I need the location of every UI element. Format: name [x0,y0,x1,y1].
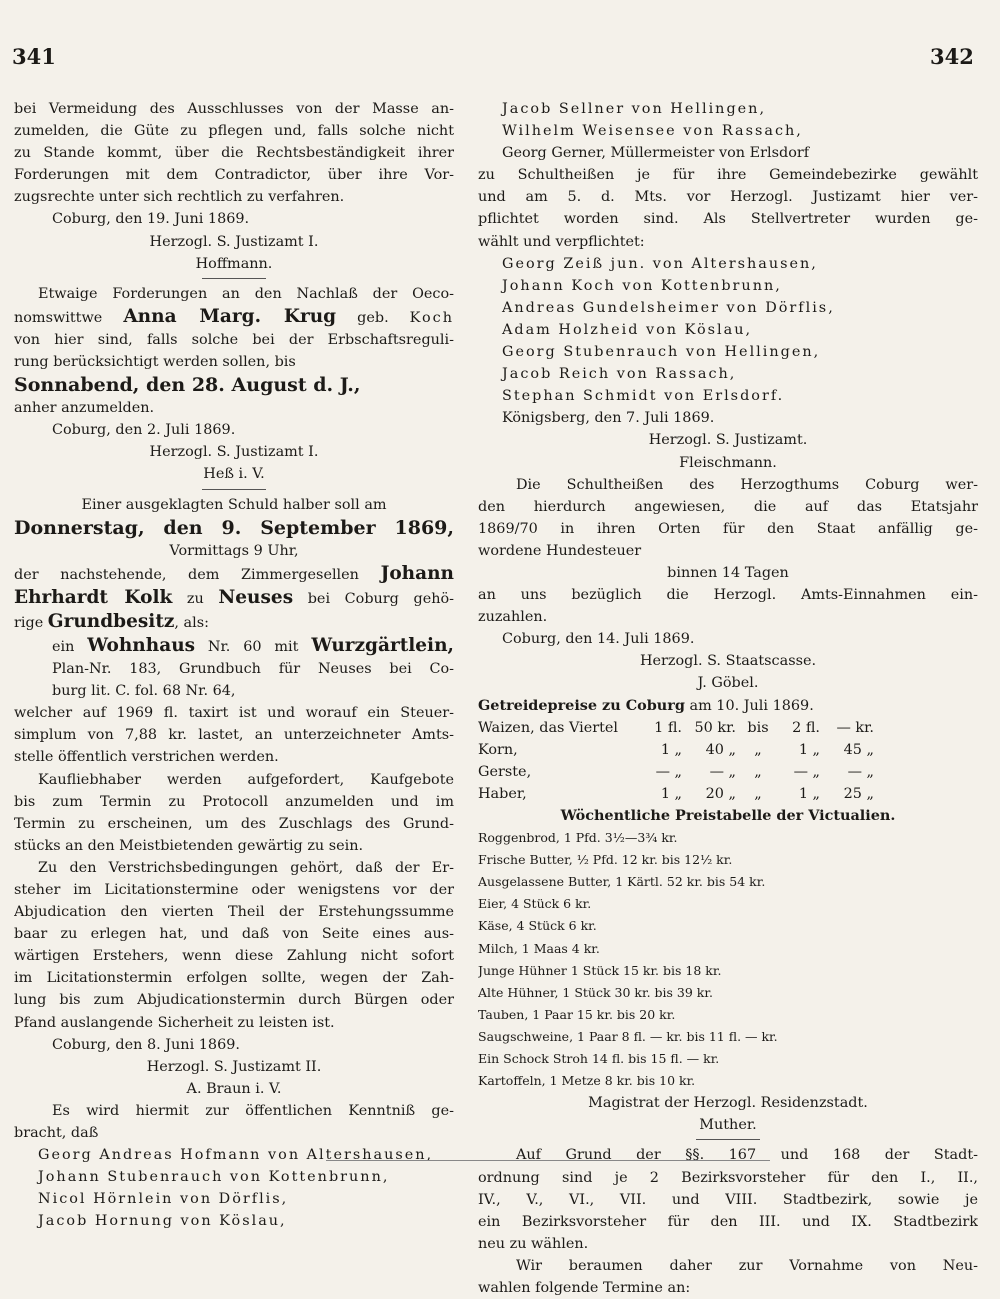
text-line [14,305,454,329]
table-cell: Korn, [478,741,518,758]
property-label: Wohnhaus [87,634,196,656]
person-name: Ehrhardt Kolk [14,586,173,608]
table-cell: — „ [793,763,820,780]
text-line: Plan-Nr. 183, Grundbuch für Neuses bei Co- [52,661,454,678]
text-span: Koch [409,309,454,326]
text-line [14,610,454,634]
text-span: zu [186,590,204,607]
text-line: Vormittags 9 Uhr, [169,542,299,559]
text-span: nomswittwe [14,309,103,326]
table-cell: 2 fl. [792,719,820,736]
table-row [478,717,978,739]
text-line: Forderungen mit dem Contradictor, über ihre Vor- [14,167,454,184]
table-row [478,783,978,805]
text-span: geb. [357,309,389,326]
notice-date: Coburg, den 14. Juli 1869. [502,631,695,648]
text-line: wählt und verpflichtet: [478,233,645,250]
text-line: burg lit. C. fol. 68 Nr. 64, [52,683,236,700]
text-line: zumelden, die Güte zu pflegen und, falls solche nicht [14,123,454,140]
text-line: wärtigen Erstehers, wenn diese Zahlung nicht sofort [14,948,454,965]
text-line: 1869/70 in ihren Orten für den Staat anfällig ge- [478,520,978,537]
list-item: Kartoffeln, 1 Metze 8 kr. bis 10 kr. [478,1073,696,1089]
person-list-item: Johann Stubenrauch von Kottenbrunn, [38,1169,390,1186]
notice-authority: Herzogl. S. Staatscasse. [639,653,817,670]
notice-date: Königsberg, den 7. Juli 1869. [502,410,715,427]
person-list-item: Johann Koch von Kottenbrunn, [502,277,782,294]
text-line: neu zu wählen. [478,1235,589,1252]
table-cell: 1 „ [798,741,820,758]
divider [202,278,266,279]
table-cell: Gerste, [478,763,532,780]
table-row [478,761,978,783]
table-cell: — „ [655,763,682,780]
text-span: bei Coburg gehö- [307,590,454,607]
text-line: lung bis zum Abjudicationstermin durch Bürgen oder [14,992,454,1009]
list-item: Junge Hühner 1 Stück 15 kr. bis 18 kr. [478,962,722,978]
text-line: von hier sind, falls solche bei der Erbschaftsreguli- [14,331,454,348]
text-line: bracht, daß [14,1125,99,1142]
bottom-divider [326,1160,770,1161]
text-line [14,562,454,586]
person-list-item: Georg Zeiß jun. von Altershausen, [502,255,818,272]
table-cell: — „ [847,763,874,780]
table-row [478,739,978,761]
list-item: Saugschweine, 1 Paar 8 fl. — kr. bis 11 fl. — kr. [478,1028,778,1044]
text-line: Abjudication den vierten Theil der Erstehungssumme [14,904,454,921]
page-number-left: 341 [12,44,56,69]
text-line: Die Schultheißen des Herzogthums Coburg wer- [516,476,978,493]
text-line: bis zum Termin zu Protocoll anzumelden und im [14,793,454,810]
person-list-item: Stephan Schmidt von Erlsdorf. [502,388,785,405]
text-line: rung berücksichtigt werden sollen, bis [14,354,296,371]
table-cell: „ [754,741,762,758]
table-cell: 25 „ [843,785,874,802]
auction-date: Donnerstag, den 9. September 1869, [14,516,454,539]
table-cell: „ [754,785,762,802]
property-label: Grundbesitz [47,610,175,632]
text-line: Etwaige Forderungen an den Nachlaß der Oeco- [38,285,454,302]
section-heading [478,695,978,717]
text-line: wordene Hundesteuer [478,542,642,559]
person-list-item: Jacob Sellner von Hellingen, [502,101,767,117]
text-span: Nr. 60 mit [207,638,299,655]
table-cell: 1 „ [798,785,820,802]
property-label: Wurzgärtlein, [311,634,454,656]
divider [696,1139,760,1140]
table-cell: bis [747,719,769,736]
notice-signer: Muther. [699,1117,757,1134]
person-name: Anna Marg. Krug [123,305,337,327]
text-line: Georg Gerner, Müllermeister von Erlsdorf [502,145,810,162]
notice-date: Coburg, den 2. Juli 1869. [52,422,236,439]
text-line: zu Stande kommt, über die Rechtsbeständigkeit ihrer [14,145,454,162]
notice-signer: Fleischmann. [679,454,777,471]
notice-signer: Heß i. V. [203,466,265,483]
text-span: rige [14,614,44,631]
list-item: Ein Schock Stroh 14 fl. bis 15 fl. — kr. [478,1051,720,1067]
person-list-item: Georg Andreas Hofmann von Altershausen, [38,1147,434,1164]
text-line: binnen 14 Tagen [667,564,789,581]
deadline-date: Sonnabend, den 28. August d. J., [14,374,361,397]
place-name: Neuses [218,586,294,608]
person-list-item: Georg Stubenrauch von Hellingen, [502,344,821,361]
person-list-item: Jacob Reich von Rassach, [502,366,737,383]
table-cell: — „ [709,763,736,780]
divider [202,489,266,490]
list-item: Ausgelassene Butter, 1 Kärtl. 52 kr. bis 54 kr. [478,874,766,890]
text-line: den hierdurch angewiesen, die auf das Etatsjahr [478,498,978,515]
person-list-item: Jacob Hornung von Köslau, [38,1213,287,1230]
table-cell: 45 „ [843,741,874,758]
table-cell: 40 „ [705,741,736,758]
text-line: Wir beraumen daher zur Vornahme von Neu- [516,1257,978,1274]
person-name: Johann [380,562,454,584]
person-list-item: Andreas Gundelsheimer von Dörflis, [502,299,835,316]
text-line: stücks an den Meistbietenden gewärtig zu sein. [14,837,364,854]
list-item: Tauben, 1 Paar 15 kr. bis 20 kr. [478,1006,676,1022]
table-cell: „ [754,763,762,780]
text-line: bei Vermeidung des Ausschlusses von der Masse an- [14,101,454,117]
table-cell: 20 „ [705,785,736,802]
notice-authority: Herzogl. S. Justizamt. [648,432,808,449]
page-number-right: 342 [930,44,974,69]
text-line: Zu den Verstrichsbedingungen gehört, daß der Er- [38,859,454,876]
text-line: IV., V., VI., VII. und VIII. Stadtbezirk, sowie je [478,1191,978,1208]
table-cell: 1 „ [660,785,682,802]
table-cell: Waizen, das Viertel [478,719,619,736]
text-line: Pfand auslangende Sicherheit zu leisten ist. [14,1014,335,1031]
text-line: im Licitationstermin erfolgen sollte, wegen der Zah- [14,970,454,987]
person-list-item: Nicol Hörnlein von Dörflis, [38,1191,289,1208]
text-line: stelle öffentlich verstrichen werden. [14,749,279,766]
notice-date: Coburg, den 19. Juni 1869. [52,211,250,228]
text-line: Termin zu erscheinen, um des Zuschlags des Grund- [14,815,454,832]
person-list-item: Adam Holzheid von Köslau, [502,321,753,338]
text-line: simplum von 7,88 kr. lastet, an unterzeichneter Amts- [14,727,454,744]
text-line: Kaufliebhaber werden aufgefordert, Kaufgebote [38,771,454,788]
text-line: welcher auf 1969 fl. taxirt ist und worauf ein Steuer- [14,705,454,722]
notice-signer: Hoffmann. [195,255,273,272]
text-line: ordnung sind je 2 Bezirksvorsteher für den I., II., [478,1169,978,1186]
notice-authority: Herzogl. S. Justizamt I. [149,233,319,250]
text-line: steher im Licitationstermine oder wenigstens vor der [14,882,454,898]
left-column [14,98,454,1233]
text-span: der nachstehende, dem Zimmergesellen [14,566,359,583]
list-item: Milch, 1 Maas 4 kr. [478,940,600,956]
table-cell: 1 „ [660,741,682,758]
right-column [478,98,978,1299]
text-line: zu Schultheißen je für ihre Gemeindebezirke gewählt [478,167,978,184]
text-line [14,586,454,610]
text-line: und am 5. d. Mts. vor Herzogl. Justizamt hier ver- [478,189,978,206]
text-line: an uns bezüglich die Herzogl. Amts-Einnahmen ein- [478,587,978,604]
notice-signer: A. Braun i. V. [186,1080,282,1097]
grain-prices-title: Getreidepreise zu Coburg [478,696,685,714]
text-line: Auf Grund der §§. 167 und 168 der Stadt- [516,1147,978,1164]
text-line: baar zu erlegen hat, und daß von Seite eines aus- [14,926,454,943]
notice-authority: Magistrat der Herzogl. Residenzstadt. [588,1095,868,1112]
text-line: pflichtet worden sind. Als Stellvertreter wurden ge- [478,211,978,228]
notice-date: Coburg, den 8. Juni 1869. [52,1036,240,1053]
text-line: anher anzumelden. [14,400,155,417]
text-span: , als: [174,614,209,631]
text-line: ein Bezirksvorsteher für den III. und IX. Stadtbezirk [478,1213,978,1230]
list-item: Frische Butter, ½ Pfd. 12 kr. bis 12½ kr. [478,852,733,868]
list-item: Käse, 4 Stück 6 kr. [478,918,597,934]
notice-signer: J. Göbel. [697,675,759,692]
text-span: ein [52,638,75,655]
person-list-item: Wilhelm Weisensee von Rassach, [502,123,803,140]
text-line: zugsrechte unter sich rechtlich zu verfahren. [14,189,345,206]
list-item: Eier, 4 Stück 6 kr. [478,896,592,912]
table-cell: — kr. [836,719,874,736]
text-line: zuzahlen. [478,609,548,626]
notice-authority: Herzogl. S. Justizamt II. [146,1058,322,1075]
list-item: Alte Hühner, 1 Stück 30 kr. bis 39 kr. [478,984,713,1000]
text-line: wahlen folgende Termine an: [478,1279,691,1296]
grain-prices-date: am 10. Juli 1869. [689,697,814,714]
text-line: Es wird hiermit zur öffentlichen Kenntniß ge- [52,1102,454,1119]
section-heading: Wöchentliche Preistabelle der Victualien. [560,807,896,824]
table-cell: 1 fl. [654,719,682,736]
list-item: Roggenbrod, 1 Pfd. 3½—3¾ kr. [478,830,678,846]
text-line [14,634,454,658]
table-cell: Haber, [478,785,527,802]
notice-authority: Herzogl. S. Justizamt I. [149,444,319,461]
text-line: Einer ausgeklagten Schuld halber soll am [81,496,387,513]
table-cell: 50 kr. [694,719,736,736]
